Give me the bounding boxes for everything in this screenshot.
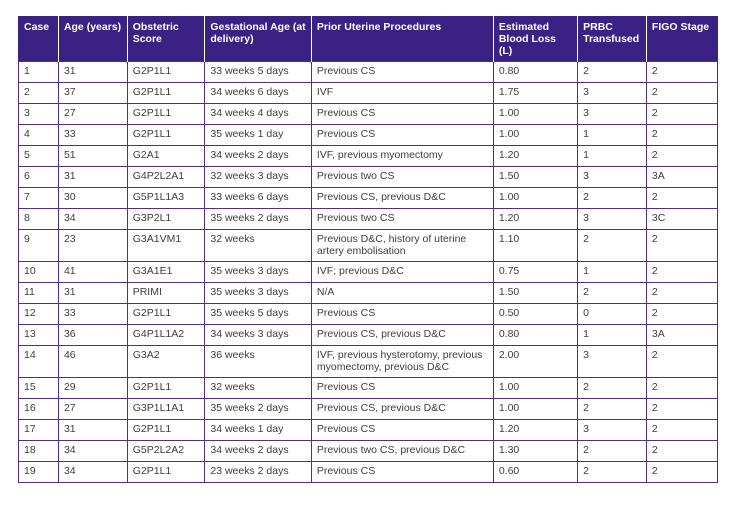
cell-prbc: 3 — [578, 346, 647, 378]
cell-figo-stage: 2 — [646, 283, 717, 304]
cell-case: 5 — [19, 146, 59, 167]
table-row — [19, 146, 718, 167]
header-row — [19, 16, 718, 62]
cell-prbc: 1 — [578, 146, 647, 167]
cell-prbc: 2 — [578, 462, 647, 483]
cell-prbc: 3 — [578, 104, 647, 125]
cell-blood-loss: 1.20 — [493, 209, 577, 230]
cell-obstetric-score: G4P1L1A2 — [127, 325, 205, 346]
cell-case: 17 — [19, 420, 59, 441]
cell-blood-loss: 1.00 — [493, 378, 577, 399]
cell-age: 41 — [58, 262, 127, 283]
table-row — [19, 83, 718, 104]
cell-case: 4 — [19, 125, 59, 146]
table-row — [19, 462, 718, 483]
header-gestational-age: Gestational Age (at delivery) — [205, 16, 312, 62]
cell-case: 10 — [19, 262, 59, 283]
cell-obstetric-score: G5P2L2A2 — [127, 441, 205, 462]
cell-case: 12 — [19, 304, 59, 325]
cell-prior-procedures: Previous CS — [311, 304, 493, 325]
cell-case: 19 — [19, 462, 59, 483]
cell-blood-loss: 1.30 — [493, 441, 577, 462]
cell-prbc: 2 — [578, 378, 647, 399]
cell-obstetric-score: G2P1L1 — [127, 125, 205, 146]
cell-age: 33 — [58, 125, 127, 146]
cell-gestational-age: 32 weeks — [205, 378, 312, 399]
cell-figo-stage: 2 — [646, 125, 717, 146]
cell-gestational-age: 35 weeks 3 days — [205, 283, 312, 304]
cell-age: 34 — [58, 462, 127, 483]
cell-age: 31 — [58, 62, 127, 83]
cell-case: 9 — [19, 230, 59, 262]
cell-age: 31 — [58, 167, 127, 188]
table-row — [19, 399, 718, 420]
cell-figo-stage: 2 — [646, 62, 717, 83]
table-row — [19, 420, 718, 441]
cell-figo-stage: 2 — [646, 441, 717, 462]
cell-case: 1 — [19, 62, 59, 83]
cell-blood-loss: 1.00 — [493, 125, 577, 146]
cell-obstetric-score: G3A2 — [127, 346, 205, 378]
cell-prbc: 1 — [578, 325, 647, 346]
cell-blood-loss: 1.50 — [493, 283, 577, 304]
cell-age: 51 — [58, 146, 127, 167]
cell-case: 13 — [19, 325, 59, 346]
cell-blood-loss: 1.20 — [493, 146, 577, 167]
cell-case: 2 — [19, 83, 59, 104]
cell-obstetric-score: G3P2L1 — [127, 209, 205, 230]
cell-gestational-age: 33 weeks 6 days — [205, 188, 312, 209]
cell-blood-loss: 0.60 — [493, 462, 577, 483]
cell-prior-procedures: Previous two CS — [311, 167, 493, 188]
cell-gestational-age: 34 weeks 1 day — [205, 420, 312, 441]
data-table-container — [18, 16, 718, 483]
cell-prior-procedures: IVF, previous hysterotomy, previous myomectomy, previous D&C — [311, 346, 493, 378]
cell-prior-procedures: Previous CS, previous D&C — [311, 188, 493, 209]
cell-obstetric-score: G2A1 — [127, 146, 205, 167]
cell-prbc: 3 — [578, 209, 647, 230]
cell-gestational-age: 35 weeks 2 days — [205, 399, 312, 420]
cell-figo-stage: 2 — [646, 83, 717, 104]
cell-prior-procedures: Previous CS — [311, 104, 493, 125]
cell-gestational-age: 34 weeks 6 days — [205, 83, 312, 104]
cell-prbc: 2 — [578, 399, 647, 420]
cell-blood-loss: 0.80 — [493, 325, 577, 346]
cell-figo-stage: 2 — [646, 262, 717, 283]
cell-obstetric-score: G3A1E1 — [127, 262, 205, 283]
cell-blood-loss: 1.50 — [493, 167, 577, 188]
cell-obstetric-score: G3A1VM1 — [127, 230, 205, 262]
header-figo-stage: FIGO Stage — [646, 16, 717, 62]
cell-figo-stage: 2 — [646, 304, 717, 325]
cell-obstetric-score: G2P1L1 — [127, 62, 205, 83]
cell-gestational-age: 23 weeks 2 days — [205, 462, 312, 483]
header-prbc: PRBC Transfused — [578, 16, 647, 62]
table-row — [19, 230, 718, 262]
table-row — [19, 346, 718, 378]
table-row — [19, 104, 718, 125]
cell-blood-loss: 2.00 — [493, 346, 577, 378]
cell-prbc: 2 — [578, 188, 647, 209]
cell-obstetric-score: G3P1L1A1 — [127, 399, 205, 420]
cell-prbc: 2 — [578, 230, 647, 262]
cell-age: 34 — [58, 209, 127, 230]
cell-gestational-age: 32 weeks — [205, 230, 312, 262]
cell-obstetric-score: G2P1L1 — [127, 104, 205, 125]
cell-prior-procedures: IVF, previous myomectomy — [311, 146, 493, 167]
table-row — [19, 209, 718, 230]
cell-obstetric-score: G5P1L1A3 — [127, 188, 205, 209]
cell-blood-loss: 1.20 — [493, 420, 577, 441]
cell-obstetric-score: G2P1L1 — [127, 304, 205, 325]
cell-blood-loss: 1.10 — [493, 230, 577, 262]
cell-prior-procedures: N/A — [311, 283, 493, 304]
cell-figo-stage: 3A — [646, 325, 717, 346]
table-row — [19, 283, 718, 304]
cell-age: 33 — [58, 304, 127, 325]
cell-blood-loss: 1.00 — [493, 399, 577, 420]
header-case: Case — [19, 16, 59, 62]
cell-case: 8 — [19, 209, 59, 230]
cell-prbc: 0 — [578, 304, 647, 325]
cell-prior-procedures: Previous two CS, previous D&C — [311, 441, 493, 462]
cell-blood-loss: 1.00 — [493, 104, 577, 125]
cell-age: 31 — [58, 420, 127, 441]
cell-age: 23 — [58, 230, 127, 262]
cell-prbc: 3 — [578, 167, 647, 188]
cell-figo-stage: 2 — [646, 462, 717, 483]
cell-age: 37 — [58, 83, 127, 104]
cell-gestational-age: 32 weeks 3 days — [205, 167, 312, 188]
cell-age: 46 — [58, 346, 127, 378]
cell-gestational-age: 35 weeks 2 days — [205, 209, 312, 230]
cell-prior-procedures: Previous two CS — [311, 209, 493, 230]
cell-prior-procedures: Previous CS — [311, 378, 493, 399]
cell-obstetric-score: G2P1L1 — [127, 462, 205, 483]
cell-prior-procedures: Previous CS — [311, 62, 493, 83]
cell-prior-procedures: Previous CS — [311, 125, 493, 146]
table-row — [19, 125, 718, 146]
cell-obstetric-score: G4P2L2A1 — [127, 167, 205, 188]
cell-blood-loss: 1.75 — [493, 83, 577, 104]
table-row — [19, 62, 718, 83]
table-row — [19, 325, 718, 346]
cell-gestational-age: 33 weeks 5 days — [205, 62, 312, 83]
cell-age: 34 — [58, 441, 127, 462]
cell-prior-procedures: IVF — [311, 83, 493, 104]
cell-prior-procedures: Previous CS — [311, 420, 493, 441]
cell-obstetric-score: G2P1L1 — [127, 378, 205, 399]
data-table — [18, 16, 718, 483]
cell-prior-procedures: Previous CS — [311, 462, 493, 483]
table-row — [19, 441, 718, 462]
header-age: Age (years) — [58, 16, 127, 62]
table-row — [19, 188, 718, 209]
cell-figo-stage: 2 — [646, 346, 717, 378]
cell-case: 14 — [19, 346, 59, 378]
cell-blood-loss: 0.80 — [493, 62, 577, 83]
cell-gestational-age: 35 weeks 5 days — [205, 304, 312, 325]
cell-blood-loss: 1.00 — [493, 188, 577, 209]
cell-blood-loss: 0.50 — [493, 304, 577, 325]
cell-prbc: 1 — [578, 125, 647, 146]
cell-age: 30 — [58, 188, 127, 209]
table-row — [19, 378, 718, 399]
cell-figo-stage: 2 — [646, 230, 717, 262]
header-obstetric-score: Obstetric Score — [127, 16, 205, 62]
cell-gestational-age: 35 weeks 3 days — [205, 262, 312, 283]
cell-figo-stage: 2 — [646, 104, 717, 125]
cell-gestational-age: 36 weeks — [205, 346, 312, 378]
cell-figo-stage: 2 — [646, 378, 717, 399]
cell-case: 16 — [19, 399, 59, 420]
cell-prior-procedures: IVF; previous D&C — [311, 262, 493, 283]
cell-case: 3 — [19, 104, 59, 125]
cell-gestational-age: 34 weeks 2 days — [205, 441, 312, 462]
cell-gestational-age: 34 weeks 4 days — [205, 104, 312, 125]
table-row — [19, 304, 718, 325]
cell-prbc: 2 — [578, 441, 647, 462]
cell-prbc: 3 — [578, 420, 647, 441]
cell-gestational-age: 34 weeks 2 days — [205, 146, 312, 167]
cell-age: 31 — [58, 283, 127, 304]
cell-figo-stage: 3C — [646, 209, 717, 230]
cell-prbc: 2 — [578, 62, 647, 83]
cell-gestational-age: 35 weeks 1 day — [205, 125, 312, 146]
cell-figo-stage: 2 — [646, 399, 717, 420]
table-header — [19, 16, 718, 62]
cell-age: 27 — [58, 104, 127, 125]
cell-age: 29 — [58, 378, 127, 399]
header-blood-loss: Estimated Blood Loss (L) — [493, 16, 577, 62]
cell-obstetric-score: G2P1L1 — [127, 83, 205, 104]
cell-figo-stage: 2 — [646, 146, 717, 167]
cell-case: 15 — [19, 378, 59, 399]
cell-prior-procedures: Previous CS, previous D&C — [311, 325, 493, 346]
cell-case: 6 — [19, 167, 59, 188]
cell-prbc: 3 — [578, 83, 647, 104]
cell-age: 36 — [58, 325, 127, 346]
cell-figo-stage: 2 — [646, 188, 717, 209]
cell-case: 11 — [19, 283, 59, 304]
cell-figo-stage: 2 — [646, 420, 717, 441]
cell-case: 18 — [19, 441, 59, 462]
table-row — [19, 262, 718, 283]
cell-age: 27 — [58, 399, 127, 420]
cell-prbc: 2 — [578, 283, 647, 304]
header-prior-procedures: Prior Uterine Procedures — [311, 16, 493, 62]
cell-blood-loss: 0.75 — [493, 262, 577, 283]
cell-prior-procedures: Previous CS, previous D&C — [311, 399, 493, 420]
cell-obstetric-score: G2P1L1 — [127, 420, 205, 441]
cell-prbc: 1 — [578, 262, 647, 283]
cell-gestational-age: 34 weeks 3 days — [205, 325, 312, 346]
table-body — [19, 62, 718, 483]
cell-obstetric-score: PRIMI — [127, 283, 205, 304]
table-row — [19, 167, 718, 188]
cell-case: 7 — [19, 188, 59, 209]
cell-prior-procedures: Previous D&C, history of uterine artery embolisation — [311, 230, 493, 262]
cell-figo-stage: 3A — [646, 167, 717, 188]
